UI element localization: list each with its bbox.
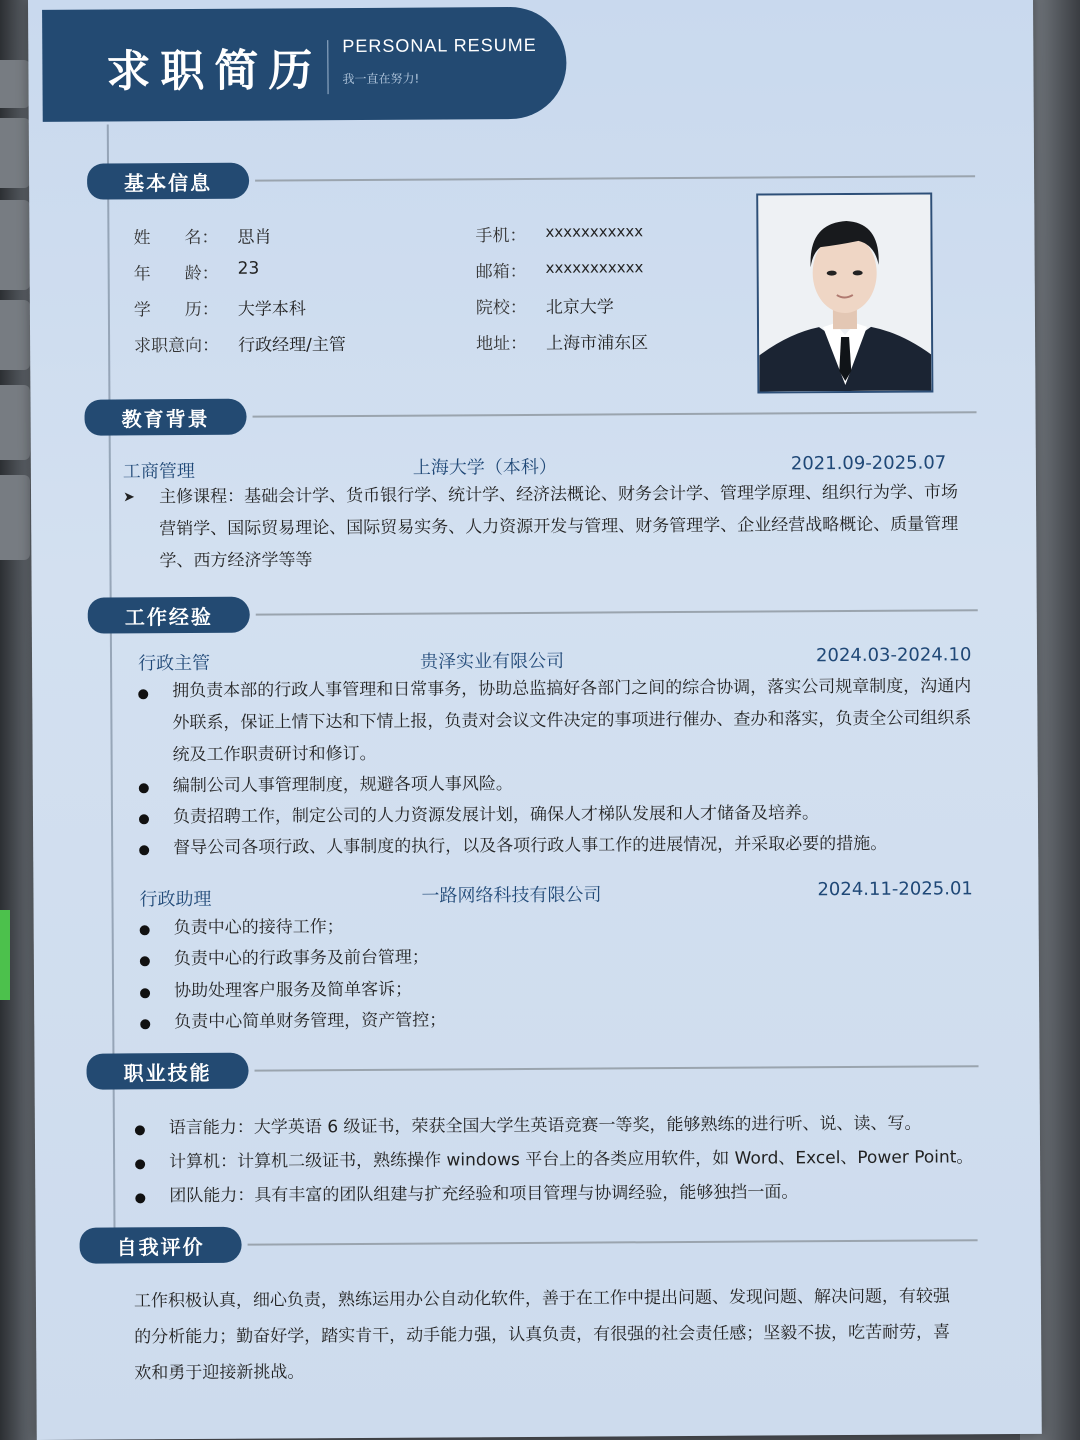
- job-period: 2024.03-2024.10: [815, 644, 972, 667]
- keyboard-key: [0, 385, 30, 460]
- section-divider: [248, 1239, 978, 1245]
- age-label: 年 龄：: [133, 263, 219, 285]
- phone-value: xxxxxxxxxxx: [545, 222, 644, 241]
- self-eval-line: 的分析能力；勤奋好学，踏实肯干，动手能力强，认真负责，有很强的社会责任感；坚毅不拔，吃苦耐劳，喜: [134, 1322, 951, 1348]
- job-duty: 负责中心的行政事务及前台管理；: [173, 947, 429, 970]
- edu-period: 2021.09-2025.07: [790, 452, 947, 475]
- email-label: 邮箱：: [475, 261, 527, 283]
- keyboard-key: [0, 200, 30, 290]
- keyboard-key: [0, 300, 30, 370]
- section-divider: [255, 175, 975, 181]
- courses-line: 学、西方经济学等等: [159, 550, 313, 572]
- job-duty: 督导公司各项行政、人事制度的执行，以及各项行政人事工作的进展情况，并采取必要的措施。: [173, 833, 888, 859]
- job-duty: 负责中心简单财务管理，资产管控；: [174, 1010, 447, 1033]
- bullet-dot-icon: [140, 925, 150, 935]
- job-role: 行政主管: [137, 652, 211, 675]
- bullet-dot-icon: [135, 1159, 145, 1169]
- section-title: 自我评价: [80, 1227, 242, 1264]
- section-title: 教育背景: [84, 399, 246, 436]
- resume-paper: [28, 0, 1042, 1440]
- job-duty: 负责中心的接待工作；: [173, 917, 344, 939]
- duty-line: 统及工作职责研讨和修订。: [172, 743, 377, 766]
- resume-title: 求职简历: [106, 45, 323, 98]
- bullet-dot-icon: [140, 956, 150, 966]
- bullet-dot-icon: [139, 783, 149, 793]
- email-value: xxxxxxxxxxx: [545, 258, 644, 277]
- arrow-right-icon: ➤: [122, 489, 135, 506]
- job-duty: [172, 670, 972, 771]
- section-title: 基本信息: [87, 163, 249, 200]
- section-divider: [253, 411, 977, 417]
- address-label: 地址：: [476, 333, 528, 355]
- bullet-dot-icon: [140, 1019, 150, 1029]
- section-work: [88, 592, 978, 633]
- skill-item: 团队能力：具有丰富的团队组建与扩充经验和项目管理与协调经验，能够独挡一面。: [169, 1182, 799, 1207]
- bullet-dot-icon: [139, 845, 149, 855]
- portrait-icon: [758, 194, 931, 391]
- profile-photo: [756, 192, 933, 393]
- degree-label: 学 历：: [133, 299, 219, 321]
- intent-value: 行政经理/主管: [238, 335, 346, 356]
- job-period: 2024.11-2025.01: [817, 878, 973, 901]
- bullet-dot-icon: [135, 1125, 145, 1135]
- indicator-light: [0, 910, 10, 1000]
- degree-value: 大学本科: [237, 299, 306, 320]
- self-eval-line: 欢和勇于迎接新挑战。: [134, 1362, 305, 1384]
- bullet-dot-icon: [135, 1193, 145, 1203]
- job-role: 行政助理: [139, 888, 212, 911]
- job-duty: 协助处理客户服务及简单客诉；: [173, 979, 413, 1002]
- self-eval-line: 工作积极认真，细心负责，熟练运用办公自动化软件，善于在工作中提出问题、发现问题、解决问题，有较强: [133, 1286, 950, 1312]
- job-company: 贵泽实业有限公司: [419, 650, 565, 673]
- job-company: 一路网络科技有限公司: [421, 884, 602, 907]
- edu-major: 工商管理: [122, 460, 195, 483]
- phone-label: 手机：: [475, 225, 527, 247]
- school-label: 院校：: [475, 297, 527, 319]
- duty-line: 拥负责本部的行政人事管理和日常事务，协助总监搞好各部门之间的综合协调，落实公司规章制度，沟通内: [172, 676, 972, 702]
- bullet-dot-icon: [140, 988, 150, 998]
- keyboard-key: [0, 475, 30, 560]
- section-title: 职业技能: [86, 1053, 248, 1090]
- duty-line: 外联系，保证上情下达和下情上报，负责对会议文件决定的事项进行催办、查办和落实，负责全公司组织系: [172, 708, 972, 734]
- edu-courses: [159, 476, 959, 577]
- resume-subtitle: 我一直在努力!: [342, 71, 420, 87]
- name-value: 思肖: [237, 227, 272, 248]
- section-divider: [256, 609, 978, 615]
- job-duty: 编制公司人事管理制度，规避各项人事风险。: [172, 774, 513, 797]
- section-divider: [255, 1065, 979, 1071]
- skill-item: 计算机：计算机二级证书，熟练操作 windows 平台上的各类应用软件，如 Word、Excel、Power Point。: [169, 1147, 974, 1173]
- keyboard-key: [0, 60, 30, 108]
- job-duty: 负责招聘工作，制定公司的人力资源发展计划，确保人才梯队发展和人才储备及培养。: [172, 803, 820, 828]
- courses-line: 营销学、国际贸易理论、国际贸易实务、人力资源开发与管理、财务管理学、企业经营战略概论、质量管理: [159, 514, 959, 540]
- section-title: 工作经验: [88, 597, 250, 634]
- skill-item: 语言能力：大学英语 6 级证书，荣获全国大学生英语竞赛一等奖，能够熟练的进行听、说、读、写。: [168, 1113, 922, 1139]
- name-label: 姓 名：: [133, 227, 219, 249]
- edu-school: 上海大学（本科）: [412, 456, 557, 479]
- keyboard-key: [0, 118, 30, 188]
- school-value: 北京大学: [545, 297, 614, 318]
- intent-label: 求职意向：: [134, 335, 220, 357]
- age-value: 23: [237, 258, 260, 279]
- bullet-dot-icon: [138, 689, 148, 699]
- bullet-dot-icon: [139, 814, 149, 824]
- courses-line: 主修课程：基础会计学、货币银行学、统计学、经济法概论、财务会计学、管理学原理、组织行为学、市场: [158, 482, 959, 508]
- address-value: 上海市浦东区: [546, 333, 649, 354]
- section-education: [84, 394, 976, 435]
- section-skills: [86, 1048, 978, 1089]
- resume-title-en: PERSONAL RESUME: [342, 34, 537, 57]
- section-self: [80, 1222, 978, 1263]
- self-evaluation: [134, 1278, 951, 1391]
